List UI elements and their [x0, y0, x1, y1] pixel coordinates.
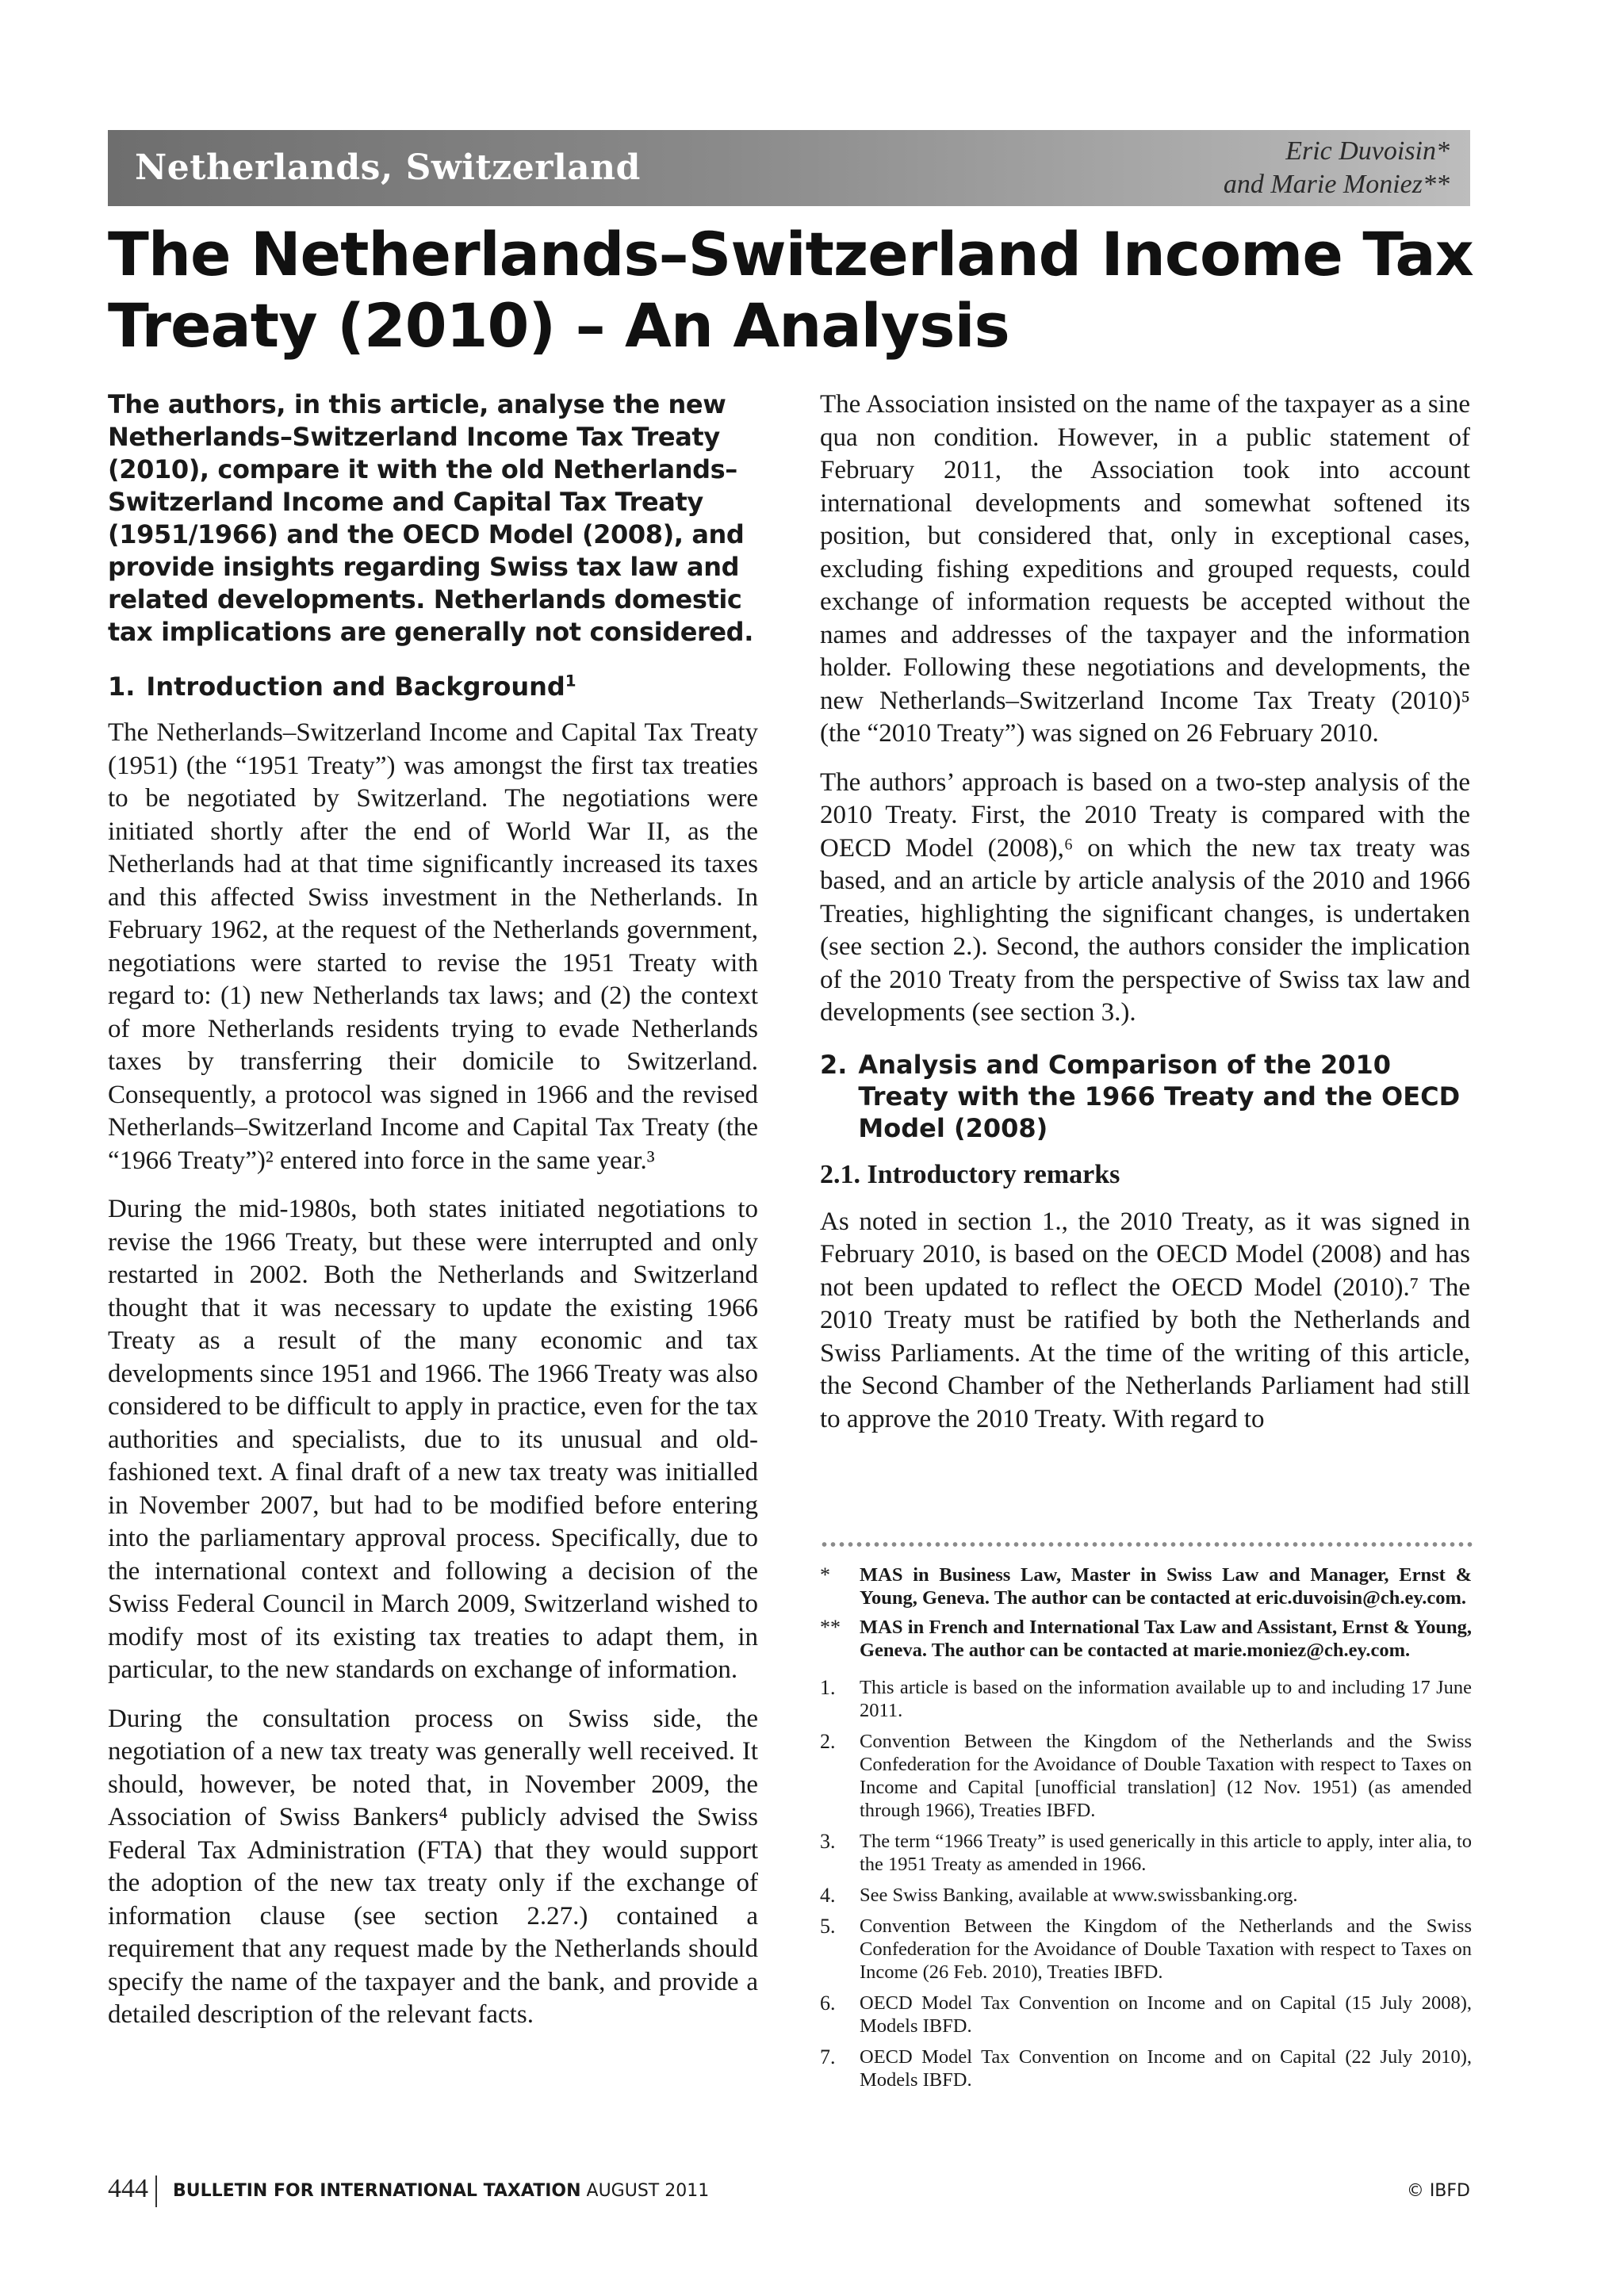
- footnote-mark: 7.: [820, 2045, 836, 2068]
- journal-title: BULLETIN FOR INTERNATIONAL TAXATION: [173, 2181, 581, 2201]
- footnotes: [820, 1563, 1472, 2099]
- paragraph-2: During the mid-1980s, both states initiated negotiations to revise the 1966 Treaty, but these were interrupted and only restarted in 2002. Both the Netherlands and Switzerland thought that it was necessary to update the existing 1966 Treaty as a result of the many economic and tax developments since 1951 and 1966. The 1966 Treaty was also considered to be difficult to apply in practice, even for the tax authorities and specialists, due to its unusual and old-fashioned text. A final draft of a new tax treaty was initialled in November 2007, but had to be modified before entering into the parliamentary approval process. Specifically, due to the international context and following a decision of the Swiss Federal Council in March 2009, Switzerland wished to modify most of its existing tax treaties to adapt them, in particular, to the new standards on exchange of information.: [108, 1195, 758, 1684]
- journal-issue: AUGUST 2011: [586, 2181, 710, 2201]
- section-1-footnote-ref: 1: [565, 672, 576, 691]
- footnote-text: MAS in Business Law, Master in Swiss Law and Manager, Ernst & Young, Geneva. The author can be contacted at eric.duvoisin@ch.ey.com.: [860, 1564, 1472, 1609]
- footnote-6: [820, 1992, 1472, 2038]
- left-column: [108, 388, 758, 2048]
- article-title: The Netherlands–Switzerland Income Tax Treaty (2010) – An Analysis: [108, 219, 1473, 361]
- section-1-title-wrap: [146, 671, 576, 702]
- author-note-2: [820, 1616, 1472, 1662]
- footer-divider: [155, 2175, 157, 2207]
- footnote-mark: 5.: [820, 1915, 836, 1938]
- author-line-2: and Marie Moniez**: [1223, 170, 1450, 199]
- section-banner: [108, 130, 1470, 206]
- paragraph-1: The Netherlands–Switzerland Income and Capital Tax Treaty (1951) (the “1951 Treaty”) was amongst the first tax treaties to be negotiated by Switzerland. The negotiations were initiated shortly after the end of World War II, as the Netherlands had at that time significantly increased its taxes and this affected Swiss investment in the Netherlands. In February 1962, at the request of the Netherlands government, negotiations were started to revise the 1951 Treaty with regard to: (1) new Netherlands tax laws; and (2) the context of more Netherlands residents trying to evade Netherlands taxes by transferring their domicile to Switzerland. Consequently, a protocol was signed in 1966 and the revised Netherlands–Switzerland Income and Capital Tax Treaty (the “1966 Treaty”)² entered into force in the same year.³: [108, 718, 758, 1175]
- footnote-3: [820, 1830, 1472, 1876]
- author-names: [1224, 135, 1450, 201]
- footnote-mark: **: [820, 1616, 841, 1639]
- journal-name: [173, 2181, 709, 2201]
- footnote-text: Convention Between the Kingdom of the Netherlands and the Swiss Confederation for the Avoidance of Double Taxation with respect to Taxes on Income and Capital [unofficial translation] (12 Nov. 1951) (as amended through 1966), Treaties IBFD.: [860, 1731, 1472, 1821]
- paragraph-6: As noted in section 1., the 2010 Treaty, as it was signed in February 2010, is based on the OECD Model (2008) and has not been updated to reflect the OECD Model (2010).⁷ The 2010 Treaty must be ratified by both the Netherlands and Swiss Parliaments. At the time of the writing of this article, the Second Chamber of the Netherlands Parliament had still to approve the 2010 Treaty. With regard to: [820, 1207, 1470, 1433]
- paragraph-4: The Association insisted on the name of the taxpayer as a sine qua non condition. However, in a public statement of February 2011, the Association took into account international developments and somewhat softened its position, but considered that, only in exceptional cases, excluding fishing expeditions and grouped requests, could exchange of information requests be accepted without the names and addresses of the taxpayer and the information holder. Following these negotiations and developments, the new Netherlands–Switzerland Income Tax Treaty (2010)⁵ (the “2010 Treaty”) was signed on 26 February 2010.: [820, 390, 1470, 748]
- page-number: 444: [108, 2174, 148, 2203]
- footnote-2: [820, 1730, 1472, 1822]
- footnote-mark: 6.: [820, 1992, 836, 2015]
- author-line-1: Eric Duvoisin*: [1285, 136, 1450, 166]
- footnote-text: MAS in French and International Tax Law and Assistant, Ernst & Young, Geneva. The author can be contacted at marie.moniez@ch.ey.com.: [860, 1617, 1472, 1661]
- footnote-text: Convention Between the Kingdom of the Netherlands and the Swiss Confederation for the Avoidance of Double Taxation with respect to Taxes on Income (26 Feb. 2010), Treaties IBFD.: [860, 1915, 1472, 1983]
- section-1-heading: [108, 671, 758, 702]
- footnote-text: OECD Model Tax Convention on Income and on Capital (15 July 2008), Models IBFD.: [860, 1992, 1472, 2037]
- footnote-1: [820, 1676, 1472, 1722]
- footnote-5: [820, 1915, 1472, 1984]
- footnote-mark: *: [820, 1563, 830, 1586]
- subsection-2-1-heading: 2.1. Introductory remarks: [820, 1159, 1120, 1189]
- footnote-text: See Swiss Banking, available at www.swissbanking.org.: [860, 1885, 1298, 1906]
- footnote-7: [820, 2045, 1472, 2091]
- footnote-mark: 2.: [820, 1730, 836, 1753]
- section-2-number: 2.: [820, 1049, 848, 1080]
- section-2-title: Analysis and Comparison of the 2010 Treaty with the 1966 Treaty and the OECD Model (2008): [858, 1049, 1461, 1143]
- page-footer: [108, 2175, 1470, 2207]
- footnote-separator: [820, 1541, 1475, 1548]
- footnote-mark: 1.: [820, 1676, 836, 1699]
- footnote-text: The term “1966 Treaty” is used generically in this article to apply, inter alia, to the 1951 Treaty as amended in 1966.: [860, 1831, 1472, 1875]
- section-1-number: 1.: [108, 672, 136, 702]
- paragraph-3: During the consultation process on Swiss side, the negotiation of a new tax treaty was generally well received. It should, however, be noted that, in November 2009, the Association of Swiss Bankers⁴ publicly advised the Swiss Federal Tax Administration (FTA) that they would support the adoption of the new tax treaty only if the exchange of information clause (see section 2.27.) contained a requirement that any request made by the Netherlands should specify the name of the taxpayer and the bank, and provide a detailed description of the relevant facts.: [108, 1704, 758, 2029]
- paragraph-5: The authors’ approach is based on a two-step analysis of the 2010 Treaty. First, the 2010 Treaty is compared with the OECD Model (2008),⁶ on which the new tax treaty was based, and an article by article analysis of the 2010 and 1966 Treaties, highlighting the significant changes, is undertaken (see section 2.). Second, the authors consider the implication of the 2010 Treaty from the perspective of Swiss tax law and developments (see section 3.).: [820, 767, 1470, 1027]
- footnote-mark: 3.: [820, 1830, 836, 1853]
- footnote-text: OECD Model Tax Convention on Income and on Capital (22 July 2010), Models IBFD.: [860, 2046, 1472, 2091]
- copyright: © IBFD: [1406, 2181, 1470, 2201]
- abstract: The authors, in this article, analyse the new Netherlands–Switzerland Income Tax Treaty (2010), compare it with the old Netherlands–Switzerland Income and Capital Tax Treaty (1951/1966) and the OECD Model (2008), and provide insights regarding Swiss tax law and related developments. Netherlands domestic tax implications are generally not considered.: [108, 389, 753, 647]
- author-note-1: [820, 1563, 1472, 1609]
- footnote-text: This article is based on the information available up to and including 17 June 2011.: [860, 1677, 1472, 1721]
- footnote-gap: [820, 1668, 1472, 1676]
- section-tag: Netherlands, Switzerland: [135, 147, 641, 188]
- footnote-mark: 4.: [820, 1884, 836, 1907]
- section-1-title: Introduction and Background: [146, 672, 565, 702]
- right-column: [820, 388, 1470, 1452]
- section-2-heading: [820, 1049, 1470, 1144]
- footnote-4: [820, 1884, 1472, 1907]
